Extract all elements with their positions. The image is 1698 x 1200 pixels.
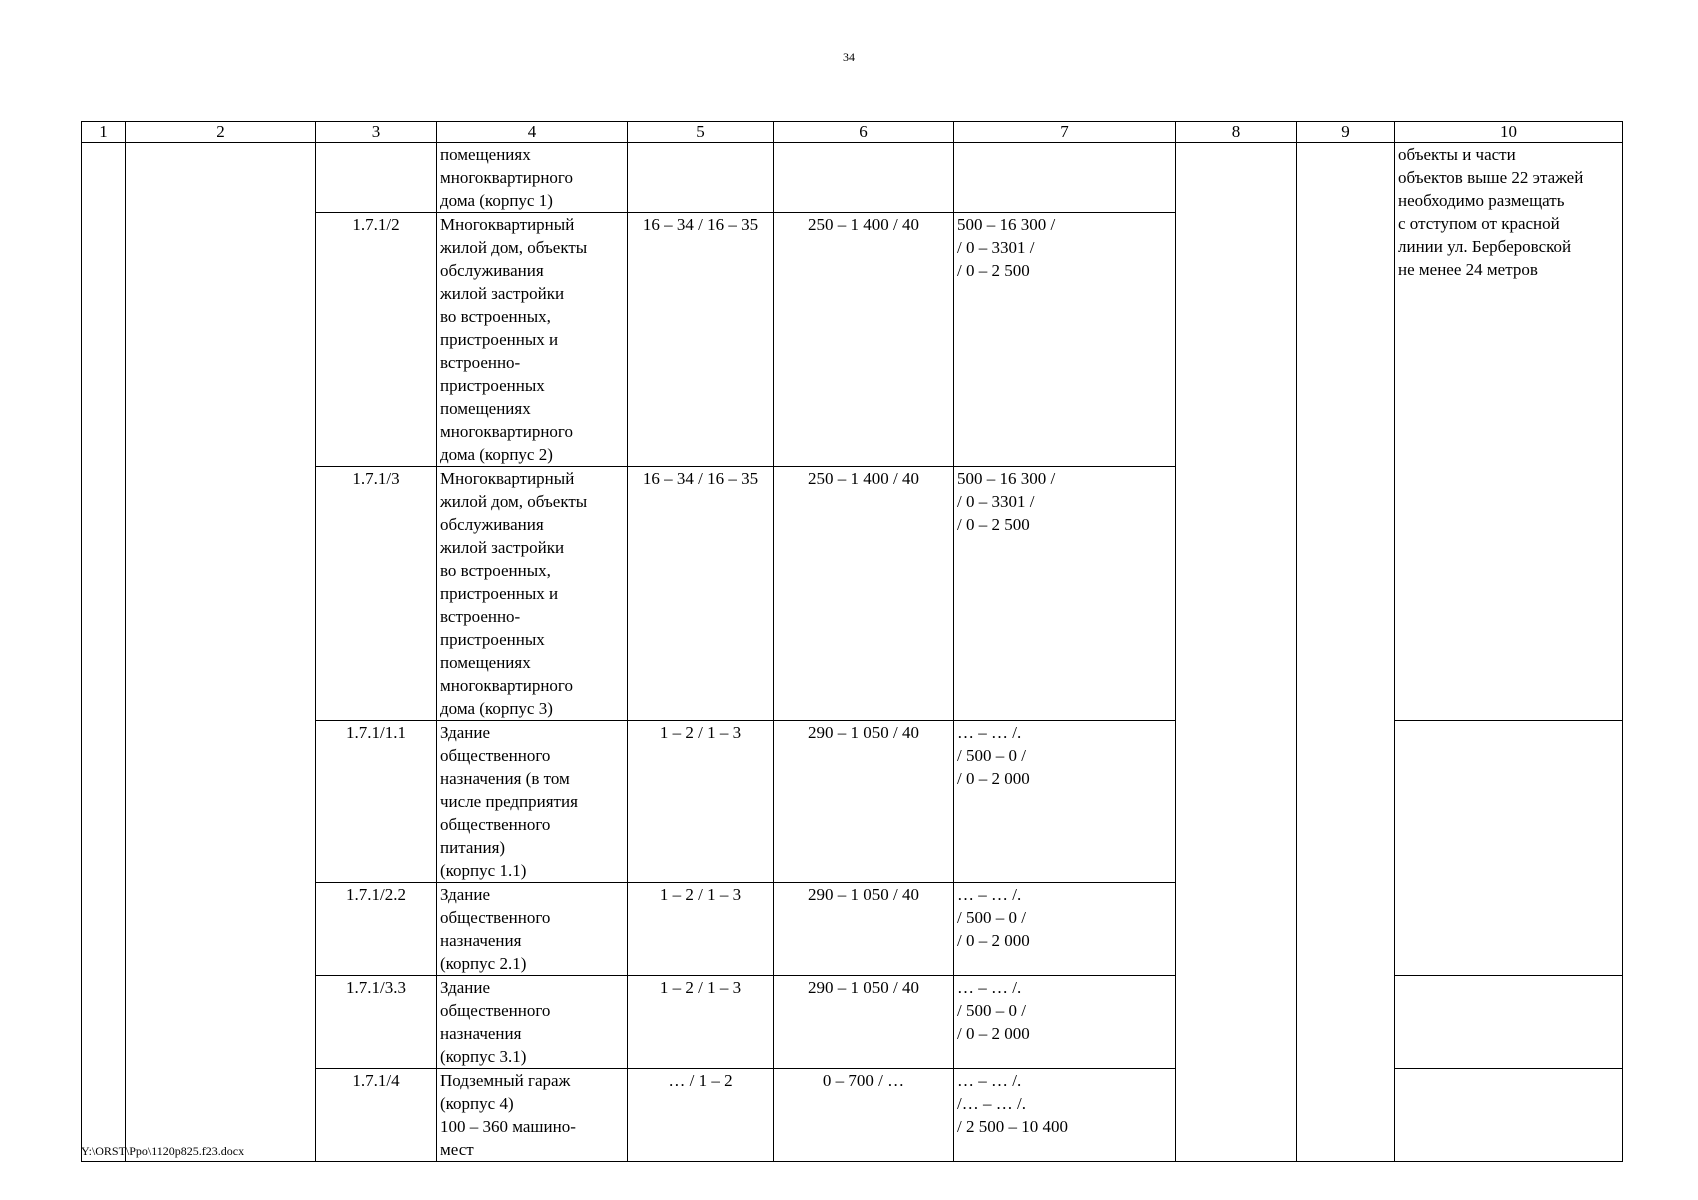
- column-header: 4: [437, 122, 628, 143]
- cell-height: 290 – 1 050 / 40: [774, 721, 954, 883]
- data-table: [81, 121, 1623, 1162]
- cell-height: 290 – 1 050 / 40: [774, 883, 954, 976]
- cell-note: [1395, 721, 1623, 976]
- cell-area: … – … /. / 500 – 0 / / 0 – 2 000: [954, 883, 1176, 976]
- cell-height: 290 – 1 050 / 40: [774, 976, 954, 1069]
- cell-name: Многоквартирный жилой дом, объекты обслуживания жилой застройки во встроенных, пристроенных и встроенно- пристроенных помещениях многоквартирного дома (корпус 3): [437, 467, 628, 721]
- cell-col1: [82, 143, 126, 1162]
- page-number: 34: [843, 50, 855, 64]
- cell-name: помещениях многоквартирного дома (корпус 1): [437, 143, 628, 213]
- cell-floors: 1 – 2 / 1 – 3: [628, 883, 774, 976]
- cell-area: … – … /. / 500 – 0 / / 0 – 2 000: [954, 721, 1176, 883]
- cell-col8: [1176, 143, 1297, 1162]
- table-row: [82, 143, 1623, 213]
- cell-code: 1.7.1/4: [316, 1069, 437, 1162]
- cell-name: Многоквартирный жилой дом, объекты обслуживания жилой застройки во встроенных, пристроенных и встроенно- пристроенных помещениях многоквартирного дома (корпус 2): [437, 213, 628, 467]
- cell-floors: [628, 143, 774, 213]
- cell-note: объекты и части объектов выше 22 этажей необходимо размещать с отступом от красной линии ул. Берберовской не менее 24 метров: [1395, 143, 1623, 721]
- column-header: 5: [628, 122, 774, 143]
- cell-height: 250 – 1 400 / 40: [774, 213, 954, 467]
- column-header: 10: [1395, 122, 1623, 143]
- cell-code: 1.7.1/1.1: [316, 721, 437, 883]
- cell-area: 500 – 16 300 / / 0 – 3301 / / 0 – 2 500: [954, 467, 1176, 721]
- cell-floors: 1 – 2 / 1 – 3: [628, 721, 774, 883]
- cell-col2: [126, 143, 316, 1162]
- cell-name: Подземный гараж (корпус 4) 100 – 360 машино- мест: [437, 1069, 628, 1162]
- cell-name: Здание общественного назначения (корпус 3.1): [437, 976, 628, 1069]
- cell-area: … – … /. /… – … /. / 2 500 – 10 400: [954, 1069, 1176, 1162]
- column-header: 1: [82, 122, 126, 143]
- column-header: 3: [316, 122, 437, 143]
- cell-height: [774, 143, 954, 213]
- cell-code: [316, 143, 437, 213]
- footer-file-path: Y:\ORST\Ppo\1120p825.f23.docx: [81, 1144, 245, 1158]
- cell-code: 1.7.1/3: [316, 467, 437, 721]
- column-header: 7: [954, 122, 1176, 143]
- cell-floors: … / 1 – 2: [628, 1069, 774, 1162]
- column-header: 2: [126, 122, 316, 143]
- cell-code: 1.7.1/2.2: [316, 883, 437, 976]
- cell-height: 0 – 700 / …: [774, 1069, 954, 1162]
- cell-floors: 1 – 2 / 1 – 3: [628, 976, 774, 1069]
- column-header: 8: [1176, 122, 1297, 143]
- cell-note: [1395, 976, 1623, 1069]
- cell-code: 1.7.1/3.3: [316, 976, 437, 1069]
- cell-name: Здание общественного назначения (корпус 2.1): [437, 883, 628, 976]
- header-row: [82, 122, 1623, 143]
- cell-col9: [1297, 143, 1395, 1162]
- cell-floors: 16 – 34 / 16 – 35: [628, 467, 774, 721]
- cell-height: 250 – 1 400 / 40: [774, 467, 954, 721]
- cell-floors: 16 – 34 / 16 – 35: [628, 213, 774, 467]
- cell-code: 1.7.1/2: [316, 213, 437, 467]
- cell-area: [954, 143, 1176, 213]
- cell-name: Здание общественного назначения (в том числе предприятия общественного питания) (корпус 1.1): [437, 721, 628, 883]
- column-header: 6: [774, 122, 954, 143]
- cell-note: [1395, 1069, 1623, 1162]
- cell-area: … – … /. / 500 – 0 / / 0 – 2 000: [954, 976, 1176, 1069]
- column-header: 9: [1297, 122, 1395, 143]
- cell-area: 500 – 16 300 / / 0 – 3301 / / 0 – 2 500: [954, 213, 1176, 467]
